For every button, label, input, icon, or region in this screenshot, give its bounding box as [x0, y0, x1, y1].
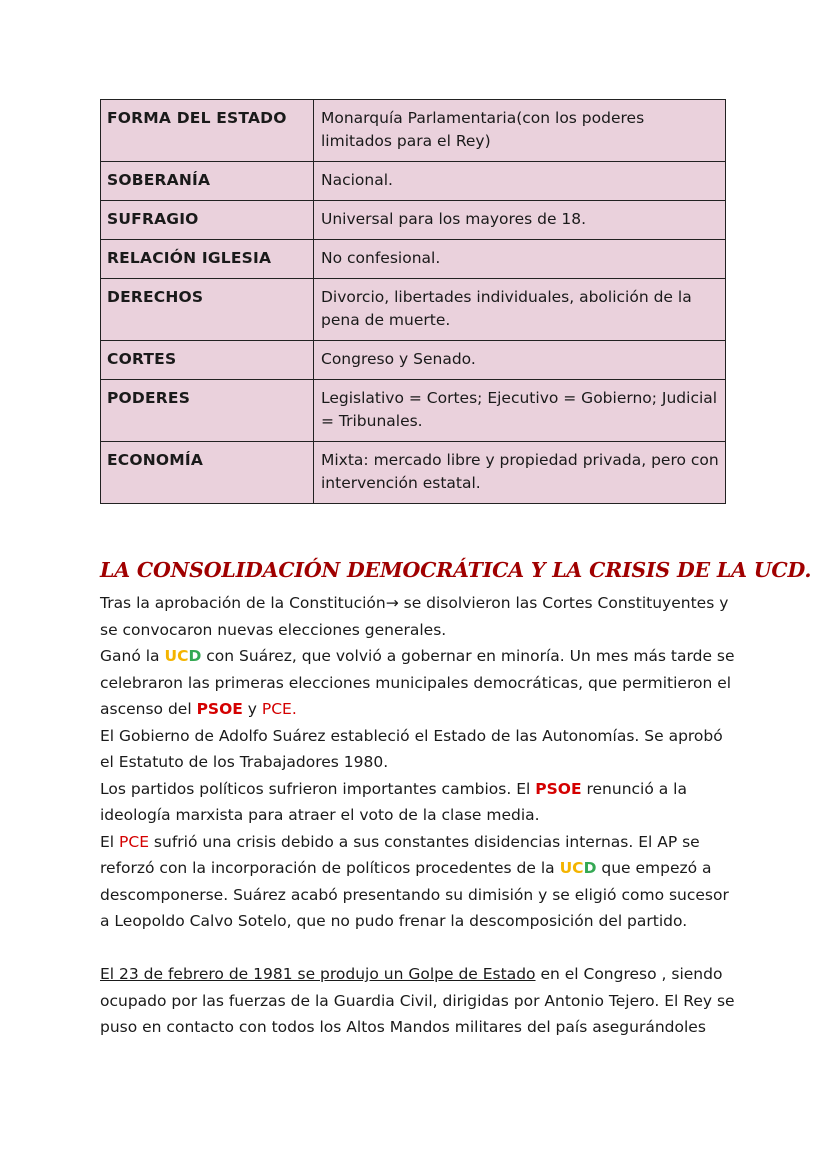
table-row	[101, 279, 726, 341]
row-key: FORMA DEL ESTADO	[101, 100, 314, 162]
paragraph	[100, 776, 740, 829]
row-value: Nacional.	[314, 162, 726, 201]
table-row	[101, 380, 726, 442]
row-key: SOBERANÍA	[101, 162, 314, 201]
section-heading: LA CONSOLIDACIÓN DEMOCRÁTICA Y LA CRISIS DE LA UCD.	[100, 558, 812, 582]
row-key: CORTES	[101, 341, 314, 380]
paragraph: El Gobierno de Adolfo Suárez estableció el Estado de las Autonomías. Se aprobó el Estatuto de los Trabajadores 1980.	[100, 726, 723, 771]
table-row	[101, 240, 726, 279]
paragraph	[100, 961, 740, 1041]
text-run: Los partidos políticos sufrieron importantes cambios. El	[100, 779, 536, 798]
underlined-text: El 23 de febrero de 1981 se produjo un Golpe de Estado	[100, 965, 536, 983]
ucd-letter: C	[572, 859, 584, 877]
text-run: renunció a la ideología marxista para atraer el voto de la clase media.	[100, 779, 687, 824]
text-run: con Suárez, que volvió a gobernar en minoría. Un mes más tarde se celebraron las primeras elecciones municipales democráticas, que permitieron el ascenso del	[100, 647, 735, 718]
row-value: Monarquía Parlamentaria(con los poderes limitados para el Rey)	[314, 100, 726, 162]
ucd-letter: U	[164, 647, 178, 665]
row-key: SUFRAGIO	[101, 201, 314, 240]
row-key: PODERES	[101, 380, 314, 442]
text-run: El	[100, 832, 120, 851]
table-row	[101, 201, 726, 240]
psoe-party-name: PSOE	[196, 700, 243, 718]
pce-party-name: PCE.	[261, 700, 297, 718]
row-value: No confesional.	[314, 240, 726, 279]
section-body	[100, 590, 740, 1041]
row-key: ECONOMÍA	[101, 442, 314, 504]
paragraph	[100, 829, 740, 935]
text-run: en el Congreso , siendo ocupado por las fuerzas de la Guardia Civil, dirigidas por Antonio Tejero. El Rey se puso en contacto con todos los Altos Mandos militares del país asegurándoles	[100, 965, 735, 1036]
ucd-letter: D	[583, 859, 597, 877]
pce-party-name: PCE	[119, 832, 149, 851]
paragraph: Tras la aprobación de la Constitución→ se disolvieron las Cortes Constituyentes y se convocaron nuevas elecciones generales.	[100, 594, 729, 639]
row-key: RELACIÓN IGLESIA	[101, 240, 314, 279]
table-row	[101, 442, 726, 504]
row-value: Congreso y Senado.	[314, 341, 726, 380]
text-run: Ganó la	[100, 647, 165, 665]
text-run: que empezó a descomponerse. Suárez acabó presentando su dimisión y se eligió como sucesor a Leopoldo Calvo Sotelo, que no pudo frenar la descomposición del partido.	[100, 859, 729, 930]
table-row	[101, 341, 726, 380]
ucd-letter: U	[559, 859, 573, 877]
row-value: Divorcio, libertades individuales, abolición de la pena de muerte.	[314, 279, 726, 341]
paragraph-gap	[100, 935, 740, 962]
row-key: DERECHOS	[101, 279, 314, 341]
table-row	[101, 162, 726, 201]
constitution-table	[100, 99, 726, 504]
table-row	[101, 100, 726, 162]
row-value: Legislativo = Cortes; Ejecutivo = Gobierno; Judicial = Tribunales.	[314, 380, 726, 442]
text-run: y	[242, 700, 262, 718]
text-run: sufrió una crisis debido a sus constantes disidencias internas. El AP se reforzó con la incorporación de políticos procedentes de la	[100, 832, 700, 877]
ucd-party-name	[164, 647, 201, 665]
row-value: Universal para los mayores de 18.	[314, 201, 726, 240]
paragraph	[100, 643, 740, 723]
ucd-letter: C	[177, 647, 189, 665]
ucd-letter: D	[188, 647, 202, 665]
ucd-party-name	[560, 859, 597, 877]
row-value: Mixta: mercado libre y propiedad privada, pero con intervención estatal.	[314, 442, 726, 504]
psoe-party-name: PSOE	[535, 779, 582, 798]
